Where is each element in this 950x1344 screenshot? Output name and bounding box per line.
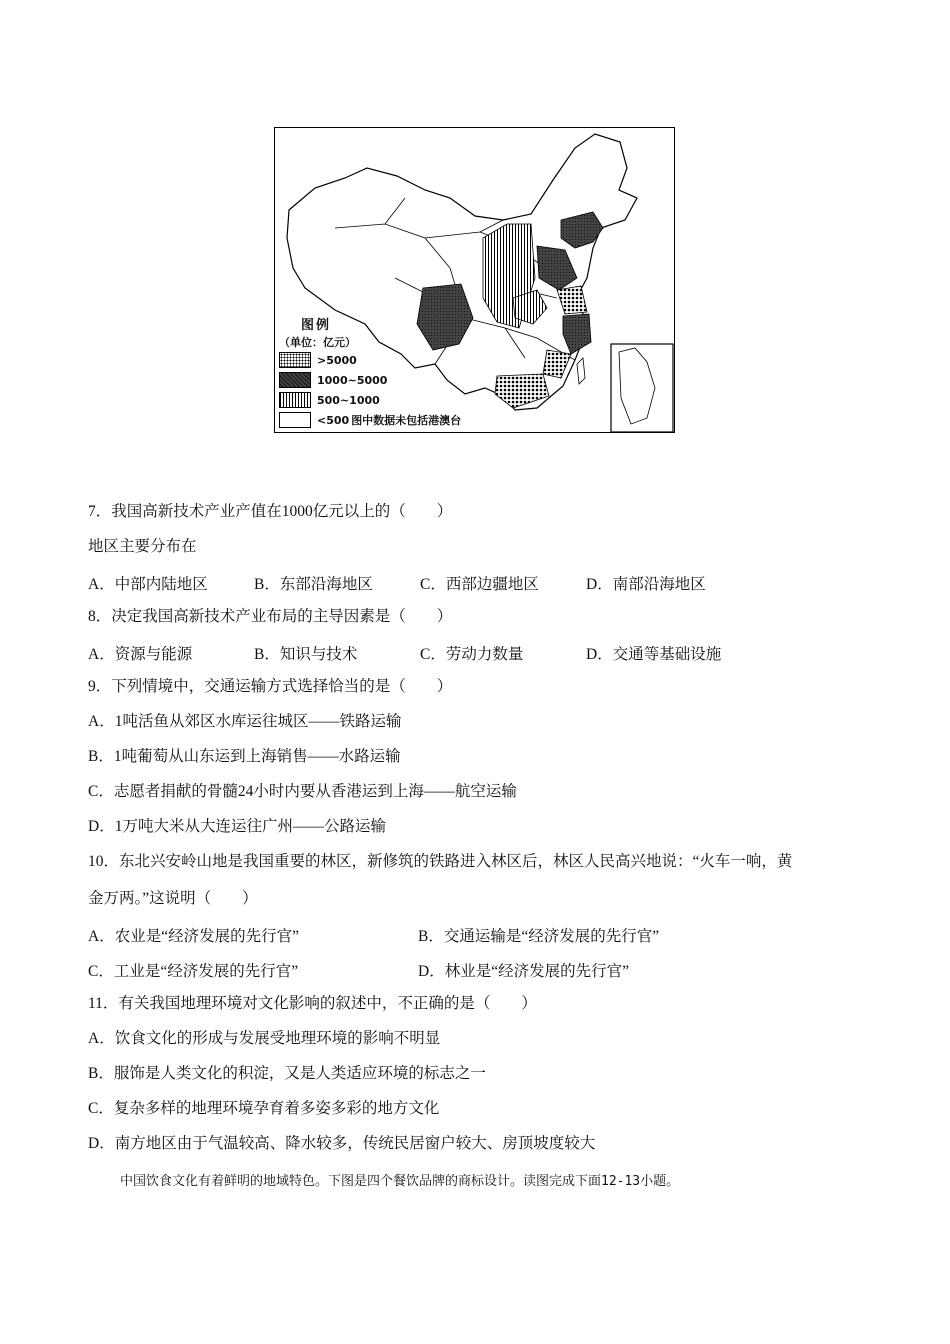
q10-stem-cont: 金万两。”这说明（ ） — [88, 890, 258, 907]
option[interactable]: B．东部沿海地区 — [254, 576, 373, 593]
option[interactable]: C．复杂多样的地理环境孕育着多姿多彩的地方文化 — [88, 1100, 440, 1117]
option[interactable]: B．交通运输是“经济发展的先行官” — [418, 928, 660, 945]
option[interactable]: D．1万吨大米从大连运往广州——公路运输 — [88, 818, 386, 835]
option[interactable]: A．农业是“经济发展的先行官” — [88, 928, 299, 945]
option[interactable]: C．志愿者捐献的骨髓24小时内要从香港运到上海——航空运输 — [88, 783, 517, 800]
legend-item: 500~1000 — [279, 390, 461, 410]
option[interactable]: A．饮食文化的形成与发展受地理环境的影响不明显 — [88, 1030, 441, 1047]
white-swatch-icon — [279, 412, 311, 428]
option[interactable]: D．南方地区由于气温较高、降水较多，传统民居窗户较大、房顶坡度较大 — [88, 1135, 596, 1152]
option[interactable]: B．1吨葡萄从山东运到上海销售——水路运输 — [88, 748, 401, 765]
option[interactable]: B．知识与技术 — [254, 646, 358, 663]
map-note: 图中数据未包括港澳台 — [351, 414, 462, 427]
striped-swatch-icon — [279, 392, 311, 408]
map-legend — [279, 314, 461, 430]
q10-stem: 10．东北兴安岭山地是我国重要的林区，新修筑的铁路进入林区后，林区人民高兴地说：“火车一响，黄 — [88, 853, 793, 870]
legend-item: >5000 — [279, 350, 461, 370]
option[interactable]: D．交通等基础设施 — [586, 646, 722, 663]
dotted-swatch-icon — [279, 352, 311, 368]
china-map-figure — [274, 127, 675, 433]
option[interactable]: A．资源与能源 — [88, 646, 193, 663]
q8-stem: 8．决定我国高新技术产业布局的主导因素是（ ） — [88, 608, 453, 625]
legend-title: 图例 — [301, 318, 332, 333]
legend-unit: （单位：亿元） — [279, 336, 356, 349]
q7-stem-cont: 地区主要分布在 — [88, 538, 197, 555]
option[interactable]: C．劳动力数量 — [420, 646, 524, 663]
legend-item: 1000~5000 — [279, 370, 461, 390]
option[interactable]: C．工业是“经济发展的先行官” — [88, 963, 299, 980]
legend-item: <500 图中数据未包括港澳台 — [279, 410, 461, 430]
option[interactable]: D．南部沿海地区 — [586, 576, 706, 593]
section-intro: 中国饮食文化有着鲜明的地域特色。下图是四个餐饮品牌的商标设计。读图完成下面12-13小题。 — [120, 1174, 680, 1189]
option[interactable]: A．1吨活鱼从郊区水库运往城区——铁路运输 — [88, 713, 402, 730]
q7-options — [88, 572, 752, 594]
q10-options-row2 — [88, 959, 748, 981]
q9-stem: 9．下列情境中，交通运输方式选择恰当的是（ ） — [88, 678, 453, 695]
q8-options — [88, 642, 752, 664]
dark-swatch-icon — [279, 372, 311, 388]
option[interactable]: D．林业是“经济发展的先行官” — [418, 963, 629, 980]
q11-stem: 11．有关我国地理环境对文化影响的叙述中，不正确的是（ ） — [88, 995, 537, 1012]
option[interactable]: C．西部边疆地区 — [420, 576, 539, 593]
option[interactable]: B．服饰是人类文化的积淀，又是人类适应环境的标志之一 — [88, 1065, 486, 1082]
option[interactable]: A．中部内陆地区 — [88, 576, 208, 593]
q10-options-row1 — [88, 924, 748, 946]
q7-stem: 7．我国高新技术产业产值在1000亿元以上的（ ） — [88, 503, 453, 520]
